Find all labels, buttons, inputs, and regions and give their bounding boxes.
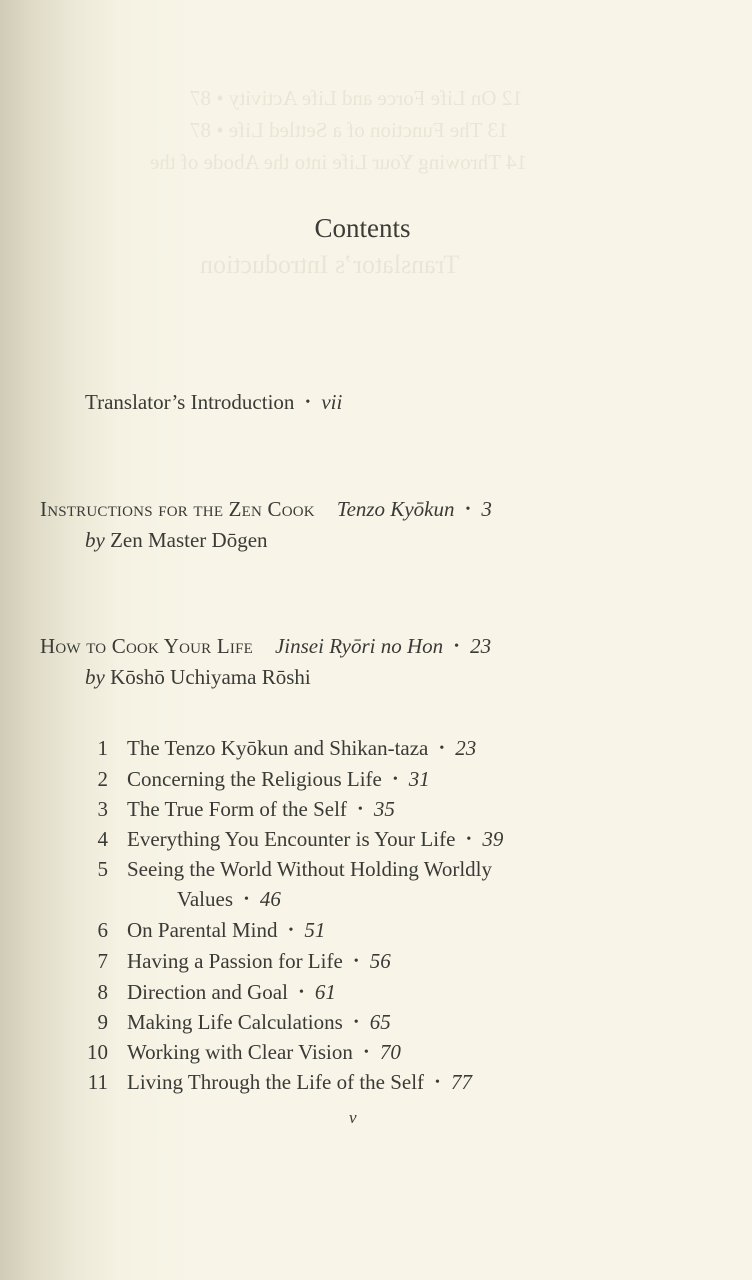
part-author: by Kōshō Uchiyama Rōshi xyxy=(85,665,311,689)
toc-chapter[interactable]: 2 Concerning the Religious Life • 31 xyxy=(97,767,430,791)
toc-part-instructions-for-zen-cook[interactable] xyxy=(40,497,492,522)
part-original-title: Tenzo Kyōkun xyxy=(336,497,455,521)
part-title: How to Cook Your Life xyxy=(40,634,253,658)
separator-dot: • xyxy=(465,502,471,517)
toc-chapter[interactable]: 6 On Parental Mind • 51 xyxy=(97,918,326,942)
toc-chapter[interactable]: 7 Having a Passion for Life • 56 xyxy=(97,949,391,973)
part-title: Instructions for the Zen Cook xyxy=(40,497,315,521)
toc-chapter[interactable]: 3 The True Form of the Self • 35 xyxy=(97,797,395,821)
toc-chapter[interactable]: 8 Direction and Goal • 61 xyxy=(97,980,336,1004)
part-author: by Zen Master Dōgen xyxy=(85,528,268,552)
toc-chapter[interactable]: 5 Seeing the World Without Holding Worldly xyxy=(97,857,493,881)
separator-dot: • xyxy=(454,639,460,654)
toc-part-how-to-cook-your-life[interactable] xyxy=(40,634,491,659)
show-through-text: 13 The Function of a Settled Life • 87 xyxy=(190,118,509,142)
page-title: Contents xyxy=(314,213,411,243)
entry-page: vii xyxy=(321,390,343,414)
show-through-text: Translator’s Introduction xyxy=(200,250,460,279)
toc-chapter[interactable]: 4 Everything You Encounter is Your Life • 39 xyxy=(97,827,504,851)
part-page: 23 xyxy=(470,634,492,658)
toc-chapter[interactable]: 10 Working with Clear Vision • 70 xyxy=(87,1040,401,1064)
part-original-title: Jinsei Ryōri no Hon xyxy=(274,634,444,658)
part-page: 3 xyxy=(481,497,492,521)
show-through-text: 14 Throwing Your Life into the Abode of the xyxy=(150,150,527,174)
toc-chapter[interactable]: 9 Making Life Calculations • 65 xyxy=(97,1010,391,1034)
page-number: v xyxy=(349,1108,357,1127)
toc-chapter[interactable]: 1 The Tenzo Kyōkun and Shikan-taza • 23 xyxy=(97,736,477,760)
toc-entry-translators-introduction[interactable] xyxy=(85,390,342,415)
separator-dot: • xyxy=(305,395,311,410)
entry-title: Translator’s Introduction xyxy=(85,390,295,414)
toc-chapter-continuation[interactable]: Values • 46 xyxy=(177,887,281,911)
toc-chapter[interactable]: 11 Living Through the Life of the Self • 77 xyxy=(87,1070,472,1094)
show-through-text: 12 On Life Force and Life Activity • 87 xyxy=(190,86,523,110)
